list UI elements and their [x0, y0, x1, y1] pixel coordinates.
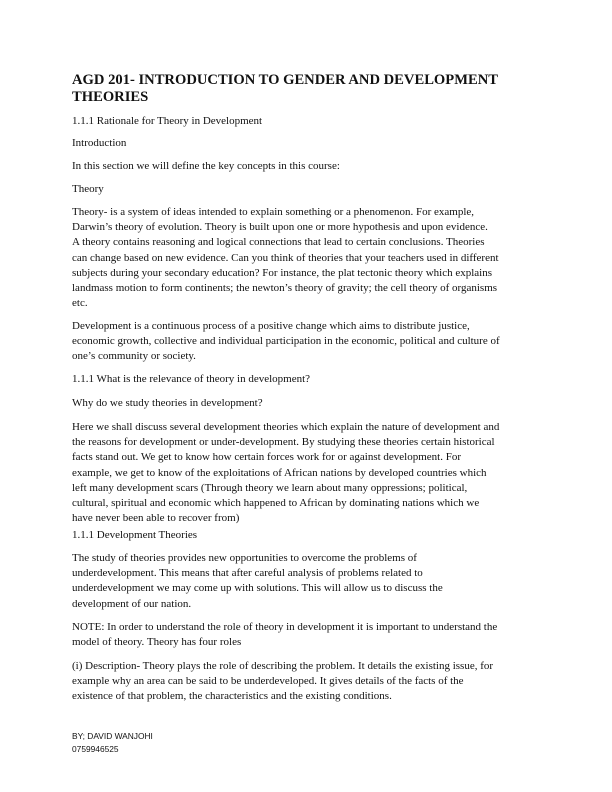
text-line: example why an area can be said to be underdeveloped. It gives details of the facts of the — [72, 675, 464, 688]
study-paragraph — [72, 551, 443, 612]
text-line: existence of that problem, the characteristics and the existing conditions. — [72, 690, 392, 703]
text-line: landmass motion to form continents; the newton’s theory of gravity; the cell theory of organisms — [72, 282, 498, 295]
title-line: THEORIES — [72, 88, 149, 105]
intro-sentence: In this section we will define the key concepts in this course: — [72, 160, 340, 172]
section-heading-rationale: 1.1.1 Rationale for Theory in Development — [72, 115, 263, 127]
text-line: facts stand out. We get to know how certain forces work for or against development. For — [72, 451, 462, 464]
text-line: economic growth, collective and individual participation in the economic, political and culture of — [72, 335, 500, 348]
text-line: (i) Description- Theory plays the role of describing the problem. It details the existing issue, for — [72, 660, 494, 672]
why-heading: Why do we study theories in development? — [72, 397, 263, 409]
text-line: one’s community or society. — [72, 350, 196, 363]
section-heading-development-theories: 1.1.1 Development Theories — [72, 529, 198, 541]
text-line: The study of theories provides new opportunities to overcome the problems of — [72, 552, 417, 564]
text-line: Here we shall discuss several development theories which explain the nature of development and — [72, 421, 500, 433]
text-line: have never been able to recover from) — [72, 512, 240, 525]
text-line: underdevelopment we may come up with solutions. This will allow us to discuss the — [72, 582, 443, 595]
document-title — [72, 72, 498, 105]
development-paragraph — [72, 319, 500, 365]
text-line: NOTE: In order to understand the role of theory in development it is important to understand the — [72, 621, 498, 633]
introduction-heading: Introduction — [72, 137, 127, 149]
text-line: A theory contains reasoning and logical connections that lead to certain conclusions. Theories — [72, 236, 485, 249]
text-line: underdevelopment. This means that after careful analysis of problems related to — [72, 567, 423, 580]
here-paragraph — [72, 420, 499, 526]
footer-phone: 0759946525 — [72, 744, 119, 754]
theory-heading: Theory — [72, 183, 104, 195]
footer — [72, 730, 153, 756]
text-line: model of theory. Theory has four roles — [72, 636, 242, 649]
title-line: AGD 201- INTRODUCTION TO GENDER AND DEVELOPMENT — [72, 72, 498, 88]
description-paragraph — [72, 659, 493, 705]
text-line: Development is a continuous process of a positive change which aims to distribute justice, — [72, 320, 470, 332]
theory-paragraph — [72, 205, 499, 311]
note-paragraph — [72, 620, 497, 650]
text-line: cultural, spiritual and economic which happened to African by dominating nations which we — [72, 497, 480, 510]
section-heading-relevance: 1.1.1 What is the relevance of theory in development? — [72, 373, 311, 385]
text-line: development of our nation. — [72, 597, 192, 610]
text-line: etc. — [72, 297, 88, 310]
text-line: can change based on new evidence. Can you think of theories that your teachers used in different — [72, 251, 499, 264]
footer-author: BY; DAVID WANJOHI — [72, 731, 153, 741]
text-line: Theory- is a system of ideas intended to explain something or a phenomenon. For example, — [72, 206, 475, 218]
text-line: example, we get to know of the exploitations of African nations by developed countries which — [72, 466, 487, 479]
text-line: subjects during your secondary education? For instance, the plat tectonic theory which explains — [72, 266, 493, 279]
text-line: Darwin’s theory of evolution. Theory is built upon one or more hypothesis and upon evidence. — [72, 221, 488, 234]
text-line: left many development scars (Through theory we learn about many oppressions; political, — [72, 481, 468, 494]
text-line: the reasons for development or under-development. By studying these theories certain historical — [72, 436, 495, 449]
